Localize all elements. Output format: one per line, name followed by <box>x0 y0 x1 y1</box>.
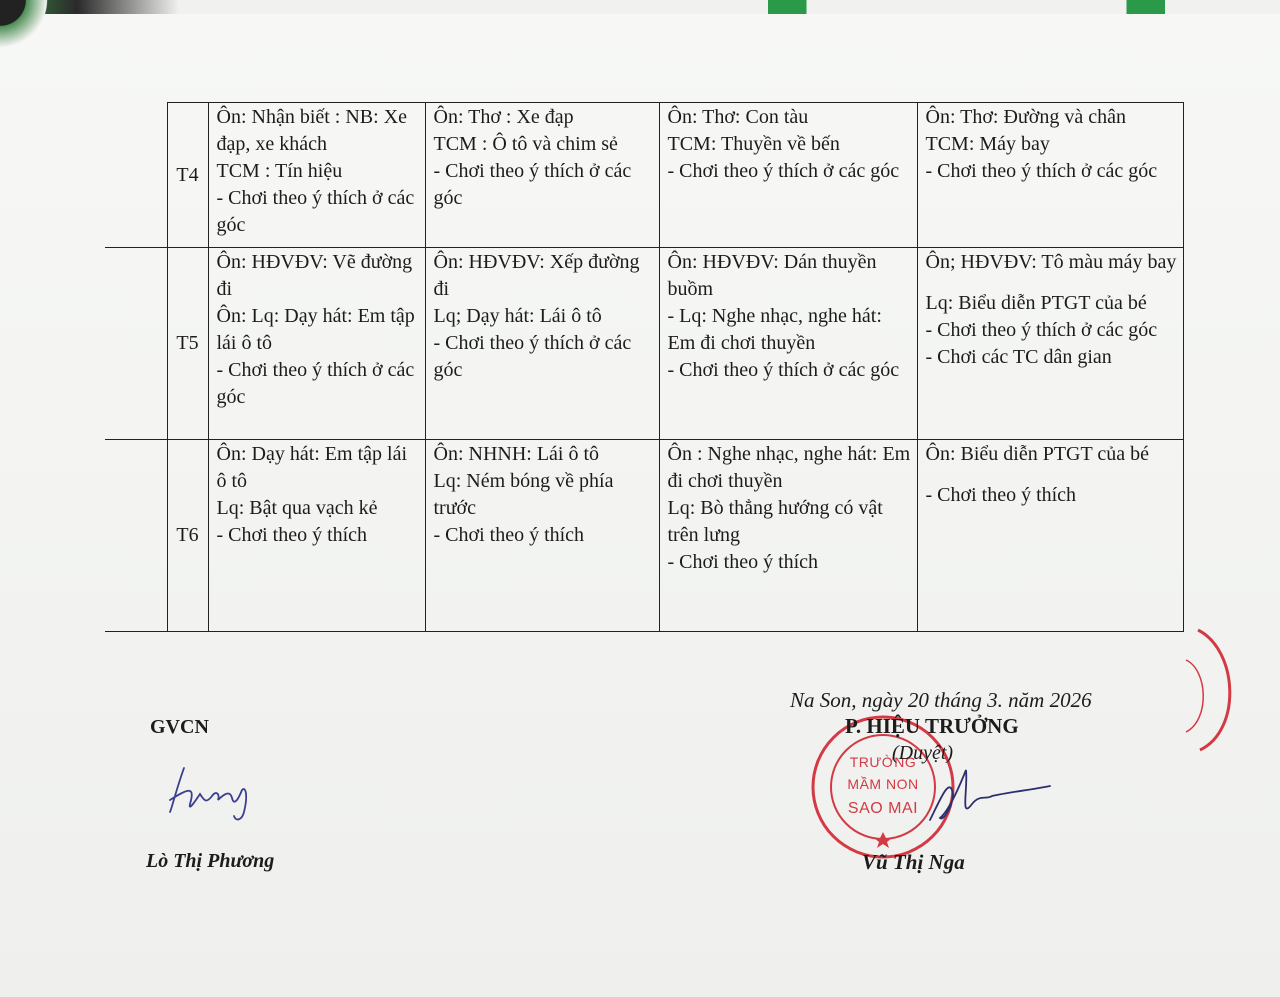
activity-line: - Lq: Nghe nhạc, nghe hát: Em đi chơi thuyền <box>667 305 882 354</box>
activity-line <box>926 468 1179 482</box>
activity-line: Lq: Ném bóng về phía trước <box>433 470 614 519</box>
teacher-signature <box>166 760 256 830</box>
activity-line: Ôn: HĐVĐV: Xếp đường đi <box>433 251 640 300</box>
page-edge-stamp <box>1178 620 1248 760</box>
activity-line: - Chơi theo ý thích <box>925 484 1077 506</box>
seal-text-line: TRƯỜNG <box>849 754 917 770</box>
approver-title: P. HIỆU TRƯỞNG <box>845 714 1019 738</box>
seal-text-line: SAO MAI <box>847 800 919 817</box>
activity-cell <box>659 440 917 632</box>
table-margin-cell <box>105 440 167 632</box>
activity-line: - Chơi theo ý thích ở các góc <box>925 319 1158 341</box>
activity-line: Ôn : Nghe nhạc, nghe hát: Em đi chơi thuyền <box>667 443 911 492</box>
principal-signature <box>900 760 1060 840</box>
activity-line <box>926 276 1179 290</box>
activity-line: Ôn: HĐVĐV: Vẽ đường đi <box>216 251 413 300</box>
activity-line: - Chơi theo ý thích ở các góc <box>667 359 900 381</box>
activity-cell <box>425 440 659 632</box>
activity-cell <box>425 103 659 248</box>
page-top-edge <box>0 0 1280 14</box>
signing-date: Na Son, ngày 20 tháng 3. năm 2026 <box>790 688 1092 712</box>
activity-cell <box>208 440 425 632</box>
day-cell: T5 <box>167 248 208 440</box>
activity-line: Ôn: Lq: Dạy hát: Em tập lái ô tô <box>216 305 415 354</box>
table-row <box>105 248 1183 440</box>
activity-line: Lq; Dạy hát: Lái ô tô <box>433 305 602 327</box>
activity-line: - Chơi các TC dân gian <box>925 346 1112 368</box>
activity-line: Ôn: Biểu diễn PTGT của bé <box>925 443 1149 465</box>
activity-line: Ôn: Thơ: Đường và chân <box>925 106 1126 128</box>
activity-cell <box>659 248 917 440</box>
activity-schedule-table <box>105 102 1184 632</box>
activity-cell <box>425 248 659 440</box>
activity-line: - Chơi theo ý thích <box>433 524 585 546</box>
activity-cell <box>659 103 917 248</box>
activity-line: - Chơi theo ý thích ở các góc <box>667 160 900 182</box>
day-cell: T4 <box>167 103 208 248</box>
activity-line: - Chơi theo ý thích ở các góc <box>433 332 632 381</box>
activity-line: - Chơi theo ý thích ở các góc <box>216 359 415 408</box>
activity-line: Ôn: HĐVĐV: Dán thuyền buồm <box>667 251 877 300</box>
page-curl-corner <box>0 0 60 60</box>
activity-cell <box>917 103 1183 248</box>
activity-line: TCM: Máy bay <box>925 133 1050 155</box>
activity-line: - Chơi theo ý thích ở các góc <box>433 160 632 209</box>
table-margin-cell <box>105 248 167 440</box>
approver-name: Vũ Thị Nga <box>862 850 965 874</box>
activity-line: - Chơi theo ý thích ở các góc <box>925 160 1158 182</box>
activity-line: TCM : Tín hiệu <box>216 160 343 182</box>
activity-line: Ôn: Thơ : Xe đạp <box>433 106 574 128</box>
activity-line: - Chơi theo ý thích <box>667 551 819 573</box>
teacher-name: Lò Thị Phương <box>146 850 275 872</box>
teacher-role-label: GVCN <box>150 716 209 738</box>
activity-cell <box>208 248 425 440</box>
activity-line: - Chơi theo ý thích ở các góc <box>216 187 415 236</box>
seal-text-line: MẦM NON <box>847 776 919 792</box>
table-row <box>105 440 1183 632</box>
approval-note: (Duyệt) <box>892 742 954 764</box>
day-cell: T6 <box>167 440 208 632</box>
table-row <box>105 103 1183 248</box>
table-margin-cell <box>105 103 167 248</box>
activity-line: Lq: Bật qua vạch kẻ <box>216 497 378 519</box>
activity-line: Lq: Biểu diễn PTGT của bé <box>925 292 1147 314</box>
activity-cell <box>917 248 1183 440</box>
activity-line: Ôn: Nhận biết : NB: Xe đạp, xe khách <box>216 106 408 155</box>
activity-cell <box>208 103 425 248</box>
activity-line: Lq: Bò thẳng hướng có vật trên lưng <box>667 497 883 546</box>
activity-line: Ôn: NHNH: Lái ô tô <box>433 443 600 465</box>
activity-line: - Chơi theo ý thích <box>216 524 368 546</box>
activity-line: TCM : Ô tô và chim sẻ <box>433 133 618 155</box>
activity-line: Ôn: Thơ: Con tàu <box>667 106 809 128</box>
activity-line: TCM: Thuyền về bến <box>667 133 840 155</box>
activity-line: Ôn; HĐVĐV: Tô màu máy bay <box>925 251 1177 273</box>
activity-cell <box>917 440 1183 632</box>
activity-line: Ôn: Dạy hát: Em tập lái ô tô <box>216 443 408 492</box>
